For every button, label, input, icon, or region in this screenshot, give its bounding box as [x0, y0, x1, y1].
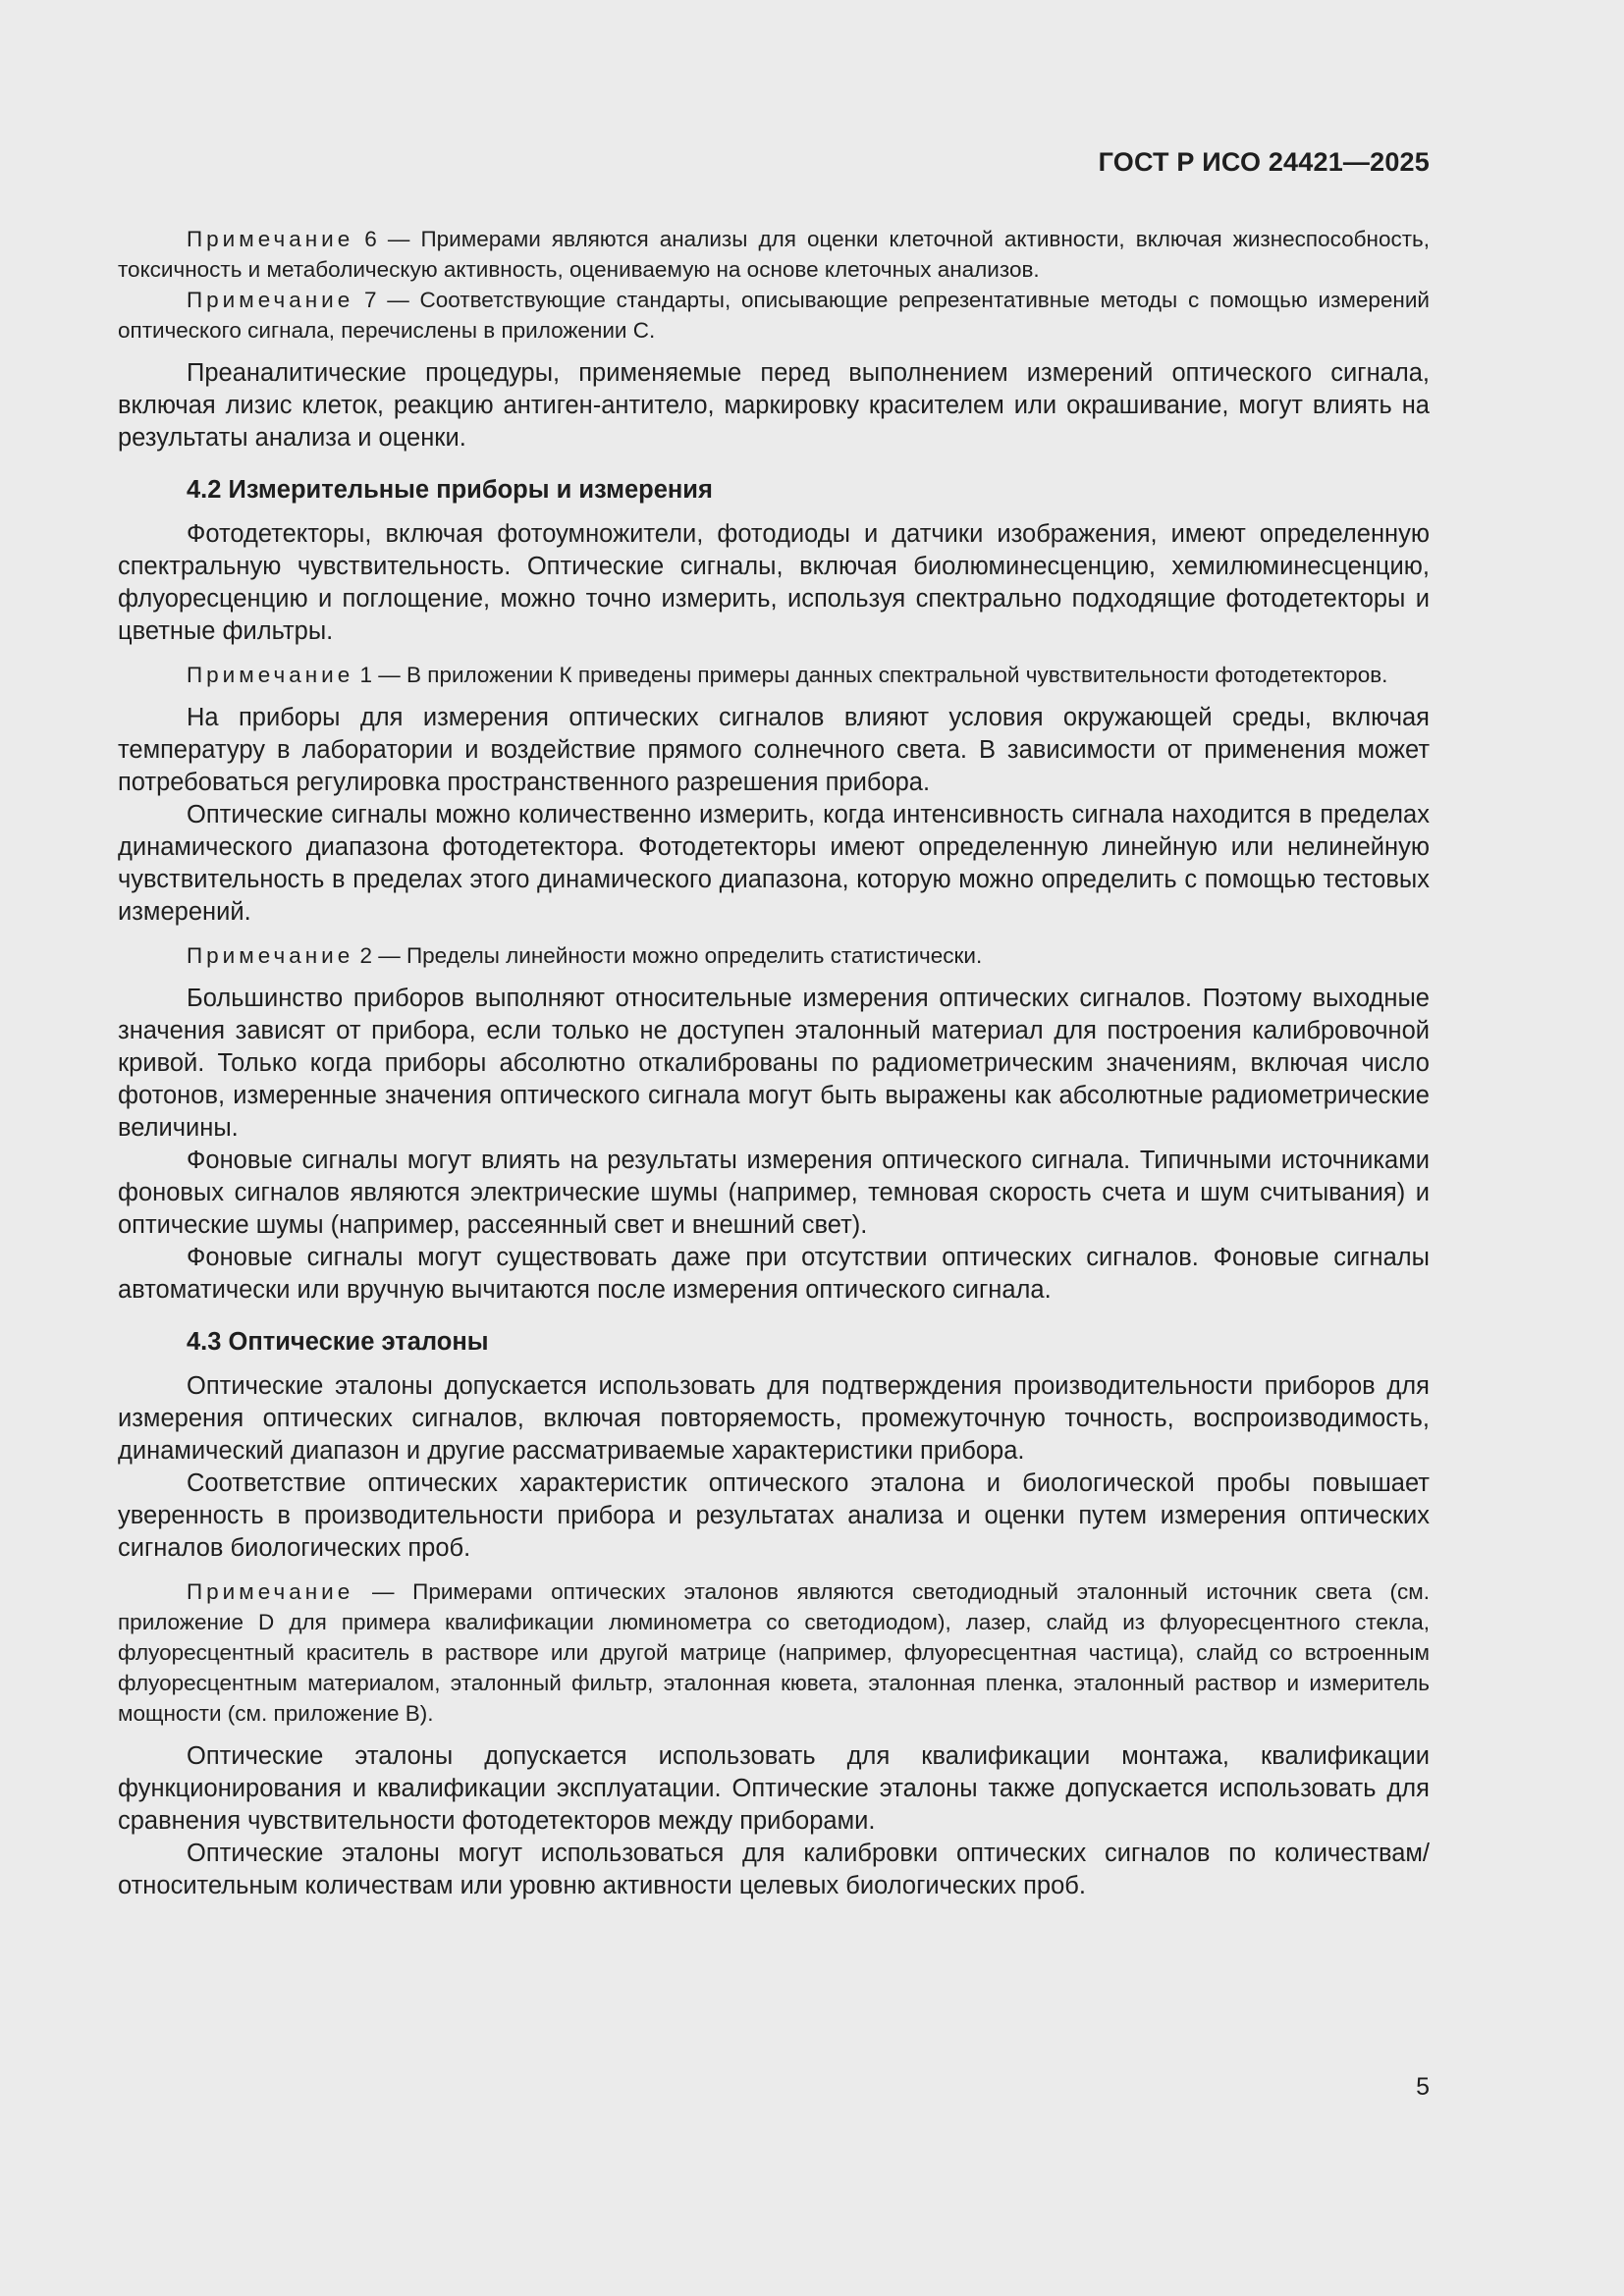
note-optical-standards — [118, 1576, 1430, 1729]
note-label: Примечание — [187, 1579, 354, 1604]
page-content — [118, 224, 1430, 1902]
note-7 — [118, 285, 1430, 346]
paragraph: Оптические эталоны допускается использовать для квалификации монтажа, квалификации функционирования и квалификации эксплуатации. Оптические эталоны также допускается использовать для сравнения чувствительности фотодетекторов между приборами. — [118, 1742, 1430, 1835]
paragraph: Фотодетекторы, включая фотоумножители, фотодиоды и датчики изображения, имеют определенную спектральную чувствительность. Оптические сигналы, включая биолюминесценцию, хемилюминесценцию, флуоресценцию и поглощение, можно точно измерить, используя спектрально подходящие фотодетекторы и цветные фильтры. — [118, 520, 1430, 645]
note-1 — [118, 660, 1430, 690]
note-6 — [118, 224, 1430, 285]
section-title-4-2: 4.2 Измерительные приборы и измерения — [187, 476, 713, 504]
note-text: 2 — Пределы линейности можно определить статистически. — [353, 943, 983, 968]
note-label: Примечание — [187, 663, 354, 687]
note-text: 7 — Соответствующие стандарты, описывающие репрезентативные методы с помощью измерений оптического сигнала, перечислены в приложении С. — [118, 288, 1430, 343]
note-label: Примечание — [187, 227, 354, 251]
paragraph: Фоновые сигналы могут существовать даже при отсутствии оптических сигналов. Фоновые сигналы автоматически или вручную вычитаются после измерения оптического сигнала. — [118, 1244, 1430, 1304]
section-title-4-3: 4.3 Оптические эталоны — [187, 1328, 489, 1356]
note-text: 6 — Примерами являются анализы для оценки клеточной активности, включая жизнеспособность, токсичность и метаболическую активность, оцениваемую на основе клеточных анализов. — [118, 227, 1430, 282]
note-text: — Примерами оптических эталонов являются светодиодный эталонный источник света (см. приложение D для примера квалификации люминометра со светодиодом), лазер, слайд из флуоресцентного стекла, флуоресцентный краситель в растворе или другой матрице (например, флуоресцентная частица), слайд со встроенным флуоресцентным материалом, эталонный фильтр, эталонная кювета, эталонная пленка, эталонный раствор и измеритель мощности (см. приложение В). — [118, 1579, 1430, 1726]
paragraph: Оптические эталоны могут использоваться для калибровки оптических сигналов по количествам/относительным количествам или уровню активности целевых биологических проб. — [118, 1840, 1430, 1899]
paragraph: Оптические эталоны допускается использовать для подтверждения производительности приборов для измерения оптических сигналов, включая повторяемость, промежуточную точность, воспроизводимость, динамический диапазон и другие рассматриваемые характеристики прибора. — [118, 1372, 1430, 1465]
note-label: Примечание — [187, 943, 354, 968]
paragraph: Большинство приборов выполняют относительные измерения оптических сигналов. Поэтому выходные значения зависят от прибора, если только не доступен эталонный материал для построения калибровочной кривой. Только когда приборы абсолютно откалиброваны по радиометрическим значениям, включая число фотонов, измеренные значения оптического сигнала могут быть выражены как абсолютные радиометрические величины. — [118, 985, 1430, 1142]
paragraph: Фоновые сигналы могут влиять на результаты измерения оптического сигнала. Типичными источниками фоновых сигналов являются электрические шумы (например, темновая скорость счета и шум считывания) и оптические шумы (например, рассеянный свет и внешний свет). — [118, 1147, 1430, 1239]
note-text: 1 — В приложении К приведены примеры данных спектральной чувствительности фотодетекторов. — [353, 663, 1388, 687]
paragraph: Оптические сигналы можно количественно измерить, когда интенсивность сигнала находится в пределах динамического диапазона фотодетектора. Фотодетекторы имеют определенную линейную или нелинейную чувствительность в пределах этого динамического диапазона, которую можно определить с помощью тестовых измерений. — [118, 801, 1430, 926]
note-label: Примечание — [187, 288, 354, 312]
paragraph: Соответствие оптических характеристик оптического эталона и биологической пробы повышает уверенность в производительности прибора и результатах анализа и оценки путем измерения оптических сигналов биологических проб. — [118, 1469, 1430, 1562]
note-2 — [118, 940, 1430, 971]
paragraph: На приборы для измерения оптических сигналов влияют условия окружающей среды, включая температуру в лаборатории и воздействие прямого солнечного света. В зависимости от применения может потребоваться регулировка пространственного разрешения прибора. — [118, 704, 1430, 796]
page-number: 5 — [1416, 2073, 1430, 2101]
document-header: ГОСТ Р ИСО 24421—2025 — [1098, 147, 1430, 177]
paragraph-preanalytic: Преаналитические процедуры, применяемые перед выполнением измерений оптического сигнала, включая лизис клеток, реакцию антиген-антитело, маркировку красителем или окрашивание, могут влиять на результаты анализа и оценки. — [118, 359, 1430, 452]
